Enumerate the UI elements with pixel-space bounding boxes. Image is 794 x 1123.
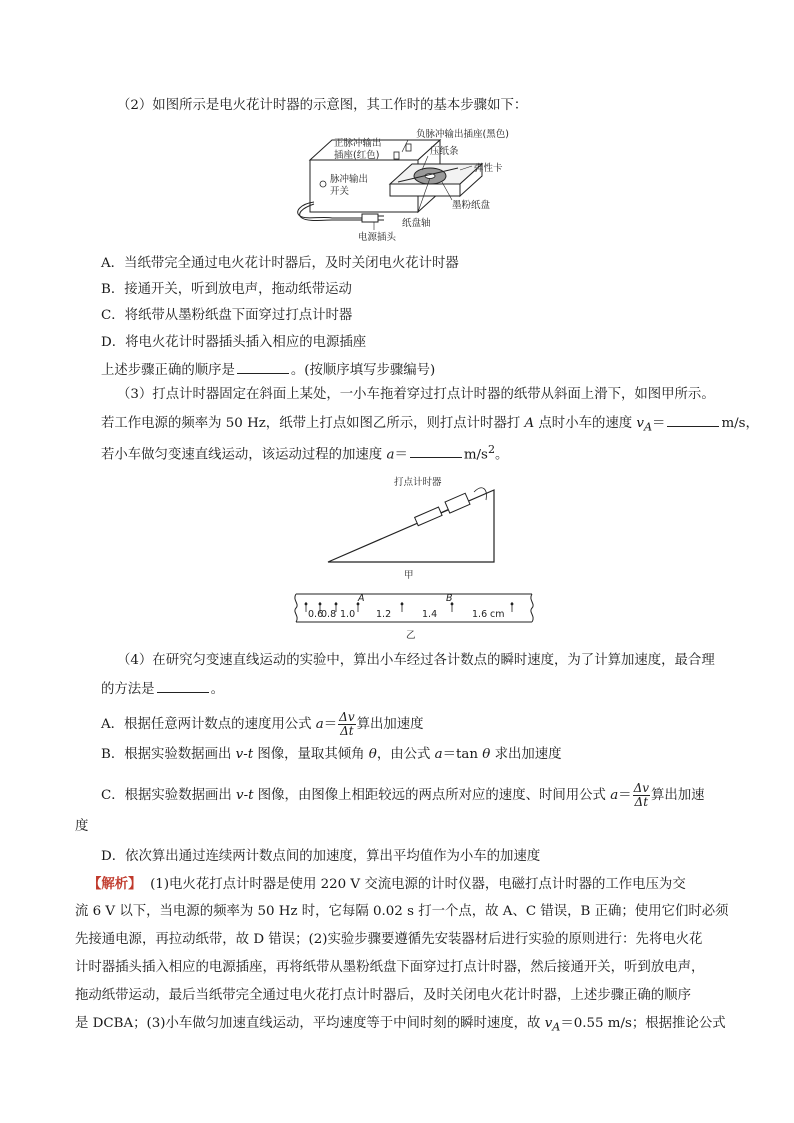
label-pulse-switch-1: 脉冲输出 <box>330 174 369 185</box>
tape-figure <box>290 586 538 642</box>
q4-line1: （4）在研究匀变速直线运动的实验中，算出小车经过各计数点的瞬时速度，为了计算加速度，最合理 <box>117 653 715 668</box>
analysis-line4: 计时器插头插入相应的电源插座，再将纸带从墨粉纸盘下面穿过打点计时器，然后接通开关，听到放电声， <box>75 960 705 975</box>
q2-option-a: A．当纸带完全通过电火花计时器后，及时关闭电火花计时器 <box>101 256 459 271</box>
q4-option-c-wrap: 度 <box>75 819 89 834</box>
figure-caption-jia: 甲 <box>404 570 414 581</box>
answer-blank[interactable] <box>157 678 209 693</box>
q2-option-b: B．接通开关，听到放电声，拖动纸带运动 <box>101 282 352 297</box>
point-a-label: A <box>358 593 365 604</box>
spark-timer-figure <box>292 126 532 244</box>
analysis-line5: 拖动纸带运动，最后当纸带完全通过电火花打点计时器后，及时关闭电火花计时器，上述步骤正确的顺序 <box>75 988 691 1003</box>
fraction: $\frac{\Delta v}{\Delta t}$ <box>633 781 650 809</box>
timer-label: 打点计时器 <box>394 477 442 488</box>
segment-label: 0.8 <box>321 609 337 620</box>
label-pulse-switch-2: 开关 <box>330 186 350 197</box>
q4-option-b: B．根据实验数据画出 v-t 图像，量取其倾角 θ，由公式 a＝tan θ 求出加速度 <box>101 747 562 762</box>
q2-option-d: D．将电火花计时器插头插入相应的电源插座 <box>101 335 367 350</box>
analysis-line1: 【解析】 (1)电火花打点计时器是使用 220 V 交流电源的计时仪器，电磁打点计时器的工作电压为交 <box>88 876 686 892</box>
segment-label: 1.0 <box>340 609 356 620</box>
q2-option-c: C．将纸带从墨粉纸盘下面穿过打点计时器 <box>101 308 353 323</box>
label-ink-disc: 墨粉纸盘 <box>452 200 491 211</box>
unit-label: cm <box>490 609 505 620</box>
label-disc-axis: 纸盘轴 <box>402 218 431 229</box>
analysis-line2: 流 6 V 以下，当电源的频率为 50 Hz 时，它每隔 0.02 s 打一个点，故 A、C 错误，B 正确；使用它们时必须 <box>75 904 729 919</box>
answer-blank[interactable] <box>410 443 462 458</box>
analysis-line3: 先接通电源，再拉动纸带，故 D 错误；(2)实验步骤要遵循先安装器材后进行实验的原则进行：先将电火花 <box>75 932 703 947</box>
label-spring-clip: 弹性卡 <box>474 163 503 174</box>
answer-blank[interactable] <box>667 412 719 427</box>
q2-question: 上述步骤正确的顺序是 。(按顺序填写步骤编号) <box>101 359 435 381</box>
analysis-line6: 是 DCBA；(3)小车做匀加速直线运动，平均速度等于中间时刻的瞬时速度，故 $v_A=0.55$ m/s；根据推论公式 <box>75 1016 726 1034</box>
figure-caption-yi: 乙 <box>406 630 416 641</box>
q2-intro: （2）如图所示是电火花计时器的示意图，其工作时的基本步骤如下： <box>117 98 528 113</box>
answer-blank[interactable] <box>237 359 289 374</box>
q4-option-c: C．根据实验数据画出 v-t 图像，由图像上相距较远的两点所对应的速度、时间用公式 a＝ $\frac{\Delta v}{\Delta t}$ 算出加速 <box>101 781 705 809</box>
segment-label: 1.6 <box>472 609 488 620</box>
segment-label: 1.2 <box>376 609 392 620</box>
label-positive-socket-1: 正脉冲输出 <box>334 138 382 149</box>
q3-line1: （3）打点计时器固定在斜面上某处，一小车拖着穿过打点计时器的纸带从斜面上滑下，如图甲所示。 <box>117 387 715 402</box>
incline-figure <box>318 470 518 582</box>
label-press-strip: 压纸条 <box>430 146 459 157</box>
q4-option-d: D．依次算出通过连续两计数点间的加速度，算出平均值作为小车的加速度 <box>101 849 541 864</box>
analysis-tag: 【解析】 <box>88 876 142 892</box>
q4-option-a: A．根据任意两计数点的速度用公式 a＝ $\frac{\Delta v}{\Delta t}$ 算出加速度 <box>101 710 424 738</box>
q4-line2: 的方法是 。 <box>101 678 224 700</box>
label-power-plug: 电源插头 <box>358 232 397 243</box>
segment-label: 1.4 <box>422 609 438 620</box>
point-b-label: B <box>446 593 453 604</box>
segment-label: 0.6 <box>308 609 324 620</box>
label-negative-socket: 负脉冲输出插座(黑色) <box>416 129 509 140</box>
q3-line3: 若小车做匀变速直线运动，该运动过程的加速度 $a= m/s^2$。 <box>101 443 509 463</box>
fraction: $\frac{\Delta v}{\Delta t}$ <box>339 710 355 738</box>
label-positive-socket-2: 插座(红色) <box>334 150 380 161</box>
q3-line2: 若工作电源的频率为 50 Hz，纸带上打点如图乙所示，则打点计时器打 A 点时小车的速度 $v_A= m/s$， <box>101 412 759 438</box>
